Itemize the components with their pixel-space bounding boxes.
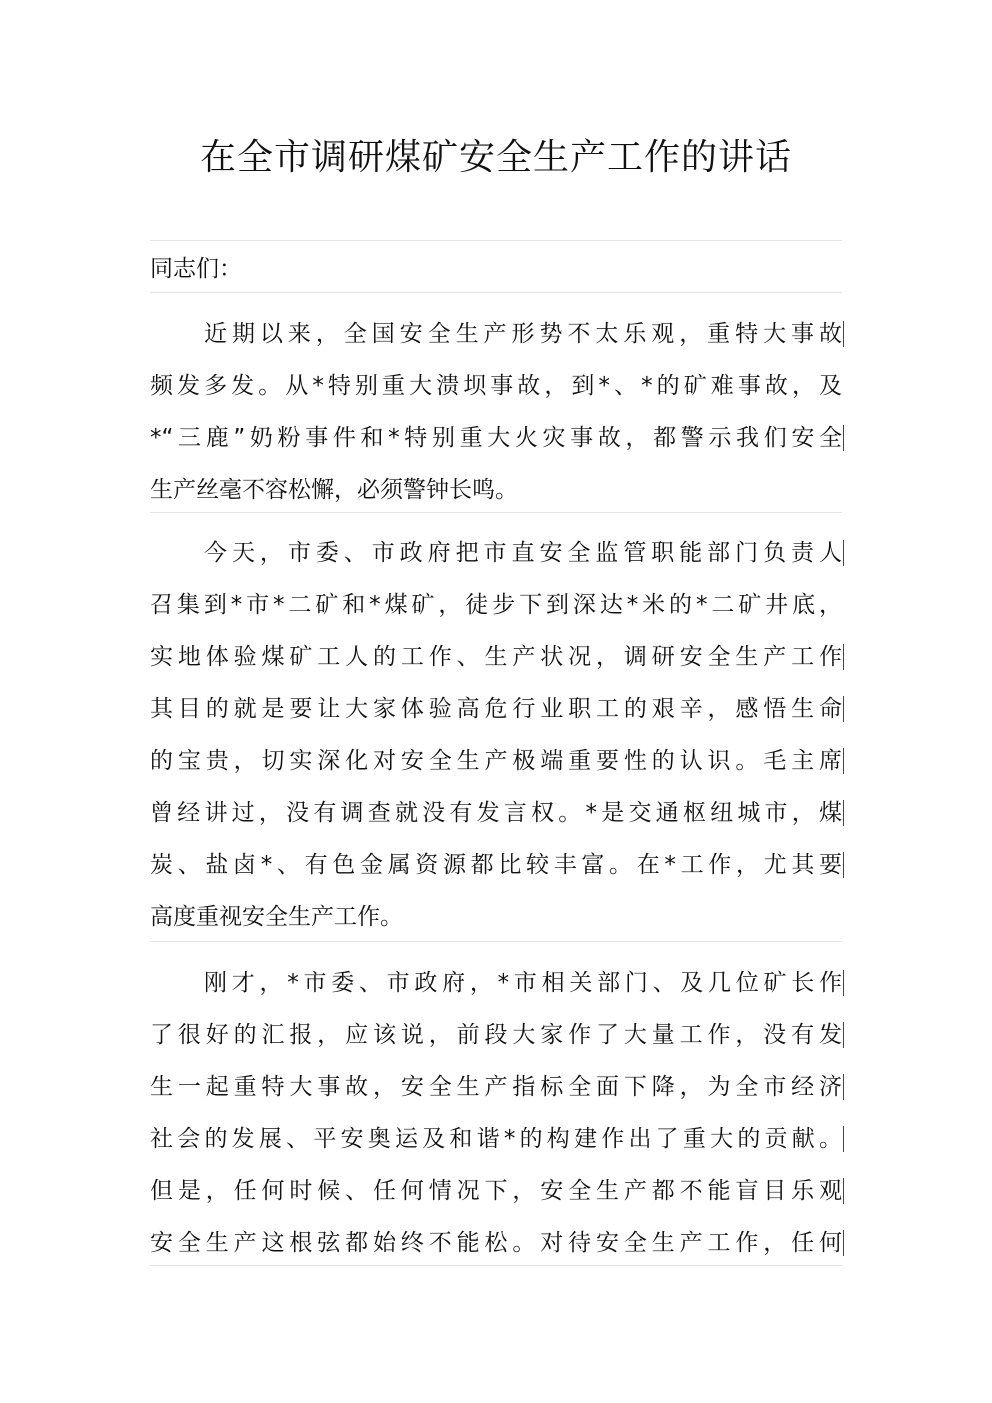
edge-mark [843,1230,844,1256]
paragraph-2-line: 召集到*市*二矿和*煤矿，徒步下到深达*米的*二矿井底， [150,592,842,618]
paragraph-2-line: 曾经讲过，没有调查就没有发言权。*是交通枢纽城市，煤 [150,800,842,826]
paragraph-3-line: 安全生产这根弦都始终不能松。对待安全生产工作，任何 [150,1230,842,1256]
paragraph-3-line: 但是，任何时候、任何情况下，安全生产都不能盲目乐观 [150,1178,842,1204]
document-title: 在全市调研煤矿安全生产工作的讲话 [199,137,792,178]
paragraph-2-line: 实地体验煤矿工人的工作、生产状况，调研安全生产工作 [150,644,842,670]
paragraph-2-line: 的宝贵，切实深化对安全生产极端重要性的认识。毛主席 [150,748,842,774]
paragraph-1-line: 近期以来，全国安全生产形势不太乐观，重特大事故 [204,321,842,347]
paragraph-3-line: 刚才，*市委、市政府，*市相关部门、及几位矿长作 [204,970,842,996]
paragraph-1-line: *“三鹿”奶粉事件和*特别重大火灾事故，都警示我们安全 [150,425,842,451]
edge-mark [843,748,844,774]
paragraph-3-line: 生一起重特大事故，安全生产指标全面下降，为全市经济 [150,1074,842,1100]
paragraph-2-line: 炭、盐卤*、有色金属资源都比较丰富。在*工作，尤其要 [150,852,842,878]
edge-mark [843,800,844,826]
edge-mark [843,970,844,996]
edge-mark [843,1022,844,1048]
edge-mark [843,852,844,878]
edge-mark [843,425,844,451]
edge-mark [843,321,844,347]
paragraph-1-line: 频发多发。从*特别重大溃坝事故，到*、*的矿难事故，及 [150,373,842,399]
paragraph-1-line: 生产丝毫不容松懈，必须警钟长鸣。 [150,477,518,503]
divider [150,240,842,241]
paragraph-3-line: 社会的发展、平安奥运及和谐*的构建作出了重大的贡献。 [150,1126,842,1152]
edge-mark [843,696,844,722]
edge-mark [843,540,844,566]
edge-mark [843,1126,844,1152]
salutation: 同志们： [150,256,242,282]
edge-mark [843,1074,844,1100]
paragraph-2-line: 其目的就是要让大家体验高危行业职工的艰辛，感悟生命 [150,696,842,722]
paragraph-3-line: 了很好的汇报，应该说，前段大家作了大量工作，没有发 [150,1022,842,1048]
paragraph-2-line: 高度重视安全生产工作。 [150,904,403,930]
edge-mark [843,644,844,670]
paragraph-2-line: 今天，市委、市政府把市直安全监管职能部门负责人 [204,540,842,566]
edge-mark [843,1178,844,1204]
